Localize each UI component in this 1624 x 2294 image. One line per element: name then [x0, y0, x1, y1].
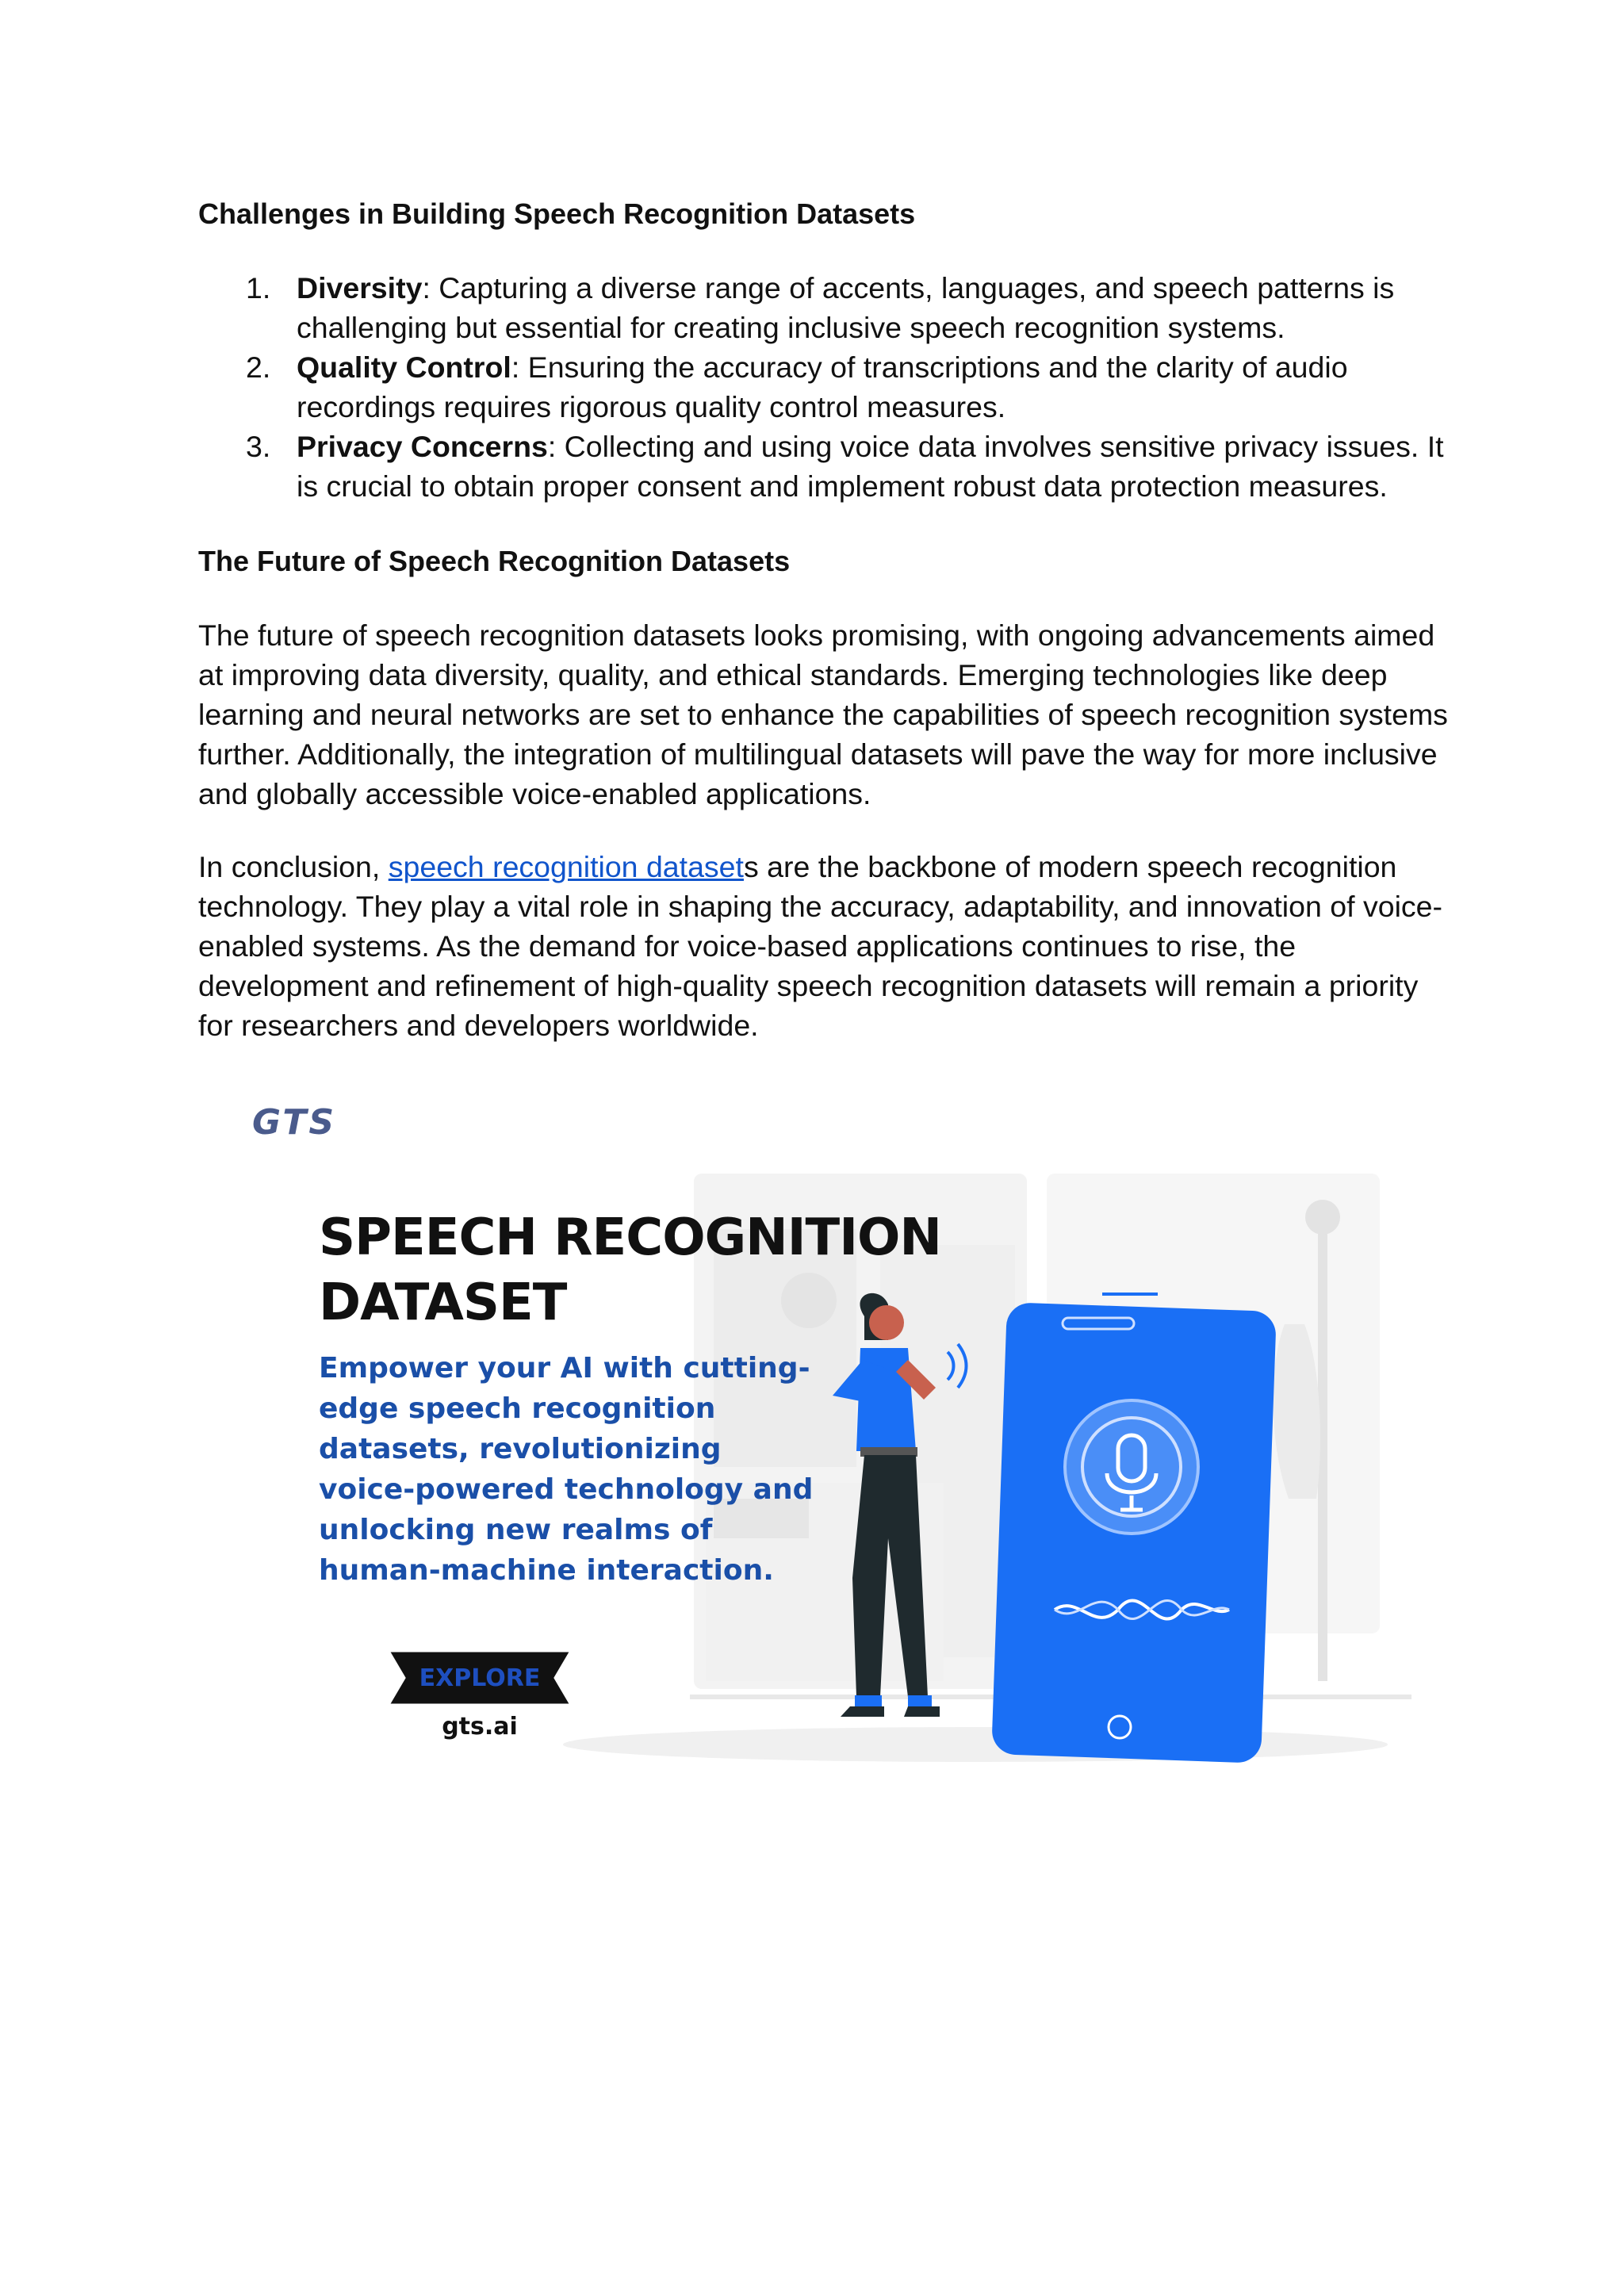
gts-logo-icon: GTS	[252, 1102, 337, 1143]
banner-title	[319, 1205, 1032, 1335]
speech-recognition-banner	[198, 1086, 1443, 1800]
challenges-list	[198, 268, 1451, 506]
list-number: 1.	[246, 271, 271, 304]
list-number: 3.	[246, 430, 271, 463]
microphone-circle	[1065, 1400, 1198, 1534]
floor-shadow	[563, 1727, 1388, 1762]
future-heading: The Future of Speech Recognition Datasets	[198, 545, 791, 577]
conclusion-prefix: In conclusion,	[198, 850, 389, 883]
explore-button[interactable]: EXPLORE	[419, 1664, 541, 1692]
speech-recognition-dataset-link[interactable]: speech recognition dataset	[388, 850, 744, 883]
website-url: gts.ai	[442, 1713, 518, 1741]
list-number: 2.	[246, 350, 271, 384]
list-item	[198, 268, 1451, 347]
list-text: : Ensuring the accuracy of transcriptions and the clarity of audio recordings requires rigorous quality control measures.	[297, 350, 1348, 423]
future-paragraph: The future of speech recognition datasets looks promising, with ongoing advancements aimed at improving data diversity, quality, and ethical standards. Emerging technologies like deep learning and neural networks are set to enhance the capabilities of speech recognition systems further. Additionally, the integration of multilingual datasets will pave the way for more inclusive and globally accessible voice-enabled applications.	[198, 618, 1448, 810]
conclusion-suffix: s are the backbone of modern speech recognition technology. They play a vital role in shaping the accuracy, adaptability, and innovation of voice-enabled systems. As the demand for voice-based applications continues to rise, the development and refinement of high-quality speech recognition datasets will remain a priority for researchers and developers worldwide.	[198, 850, 1442, 1042]
banner-title-line: DATASET	[319, 1273, 567, 1332]
list-term: Quality Control	[297, 350, 511, 384]
banner-tagline: Empower your AI with cutting-edge speech recognition datasets, revolutionizing voice-powered technology and unlocking new realms of human-machine interaction.	[319, 1352, 814, 1587]
list-item	[198, 347, 1451, 427]
list-item	[198, 427, 1451, 506]
list-term: Privacy Concerns	[297, 430, 548, 463]
coat-stand-top	[1305, 1200, 1340, 1235]
list-text: : Capturing a diverse range of accents, languages, and speech patterns is challenging but essential for creating inclusive speech recognition systems.	[297, 271, 1395, 344]
banner-title-line: SPEECH RECOGNITION	[319, 1208, 941, 1267]
challenges-heading: Challenges in Building Speech Recognition Datasets	[198, 197, 916, 230]
list-text: : Collecting and using voice data involves sensitive privacy issues. It is crucial to obtain proper consent and implement robust data protection measures.	[297, 430, 1444, 503]
conclusion-paragraph	[198, 847, 1451, 1045]
list-term: Diversity	[297, 271, 423, 304]
